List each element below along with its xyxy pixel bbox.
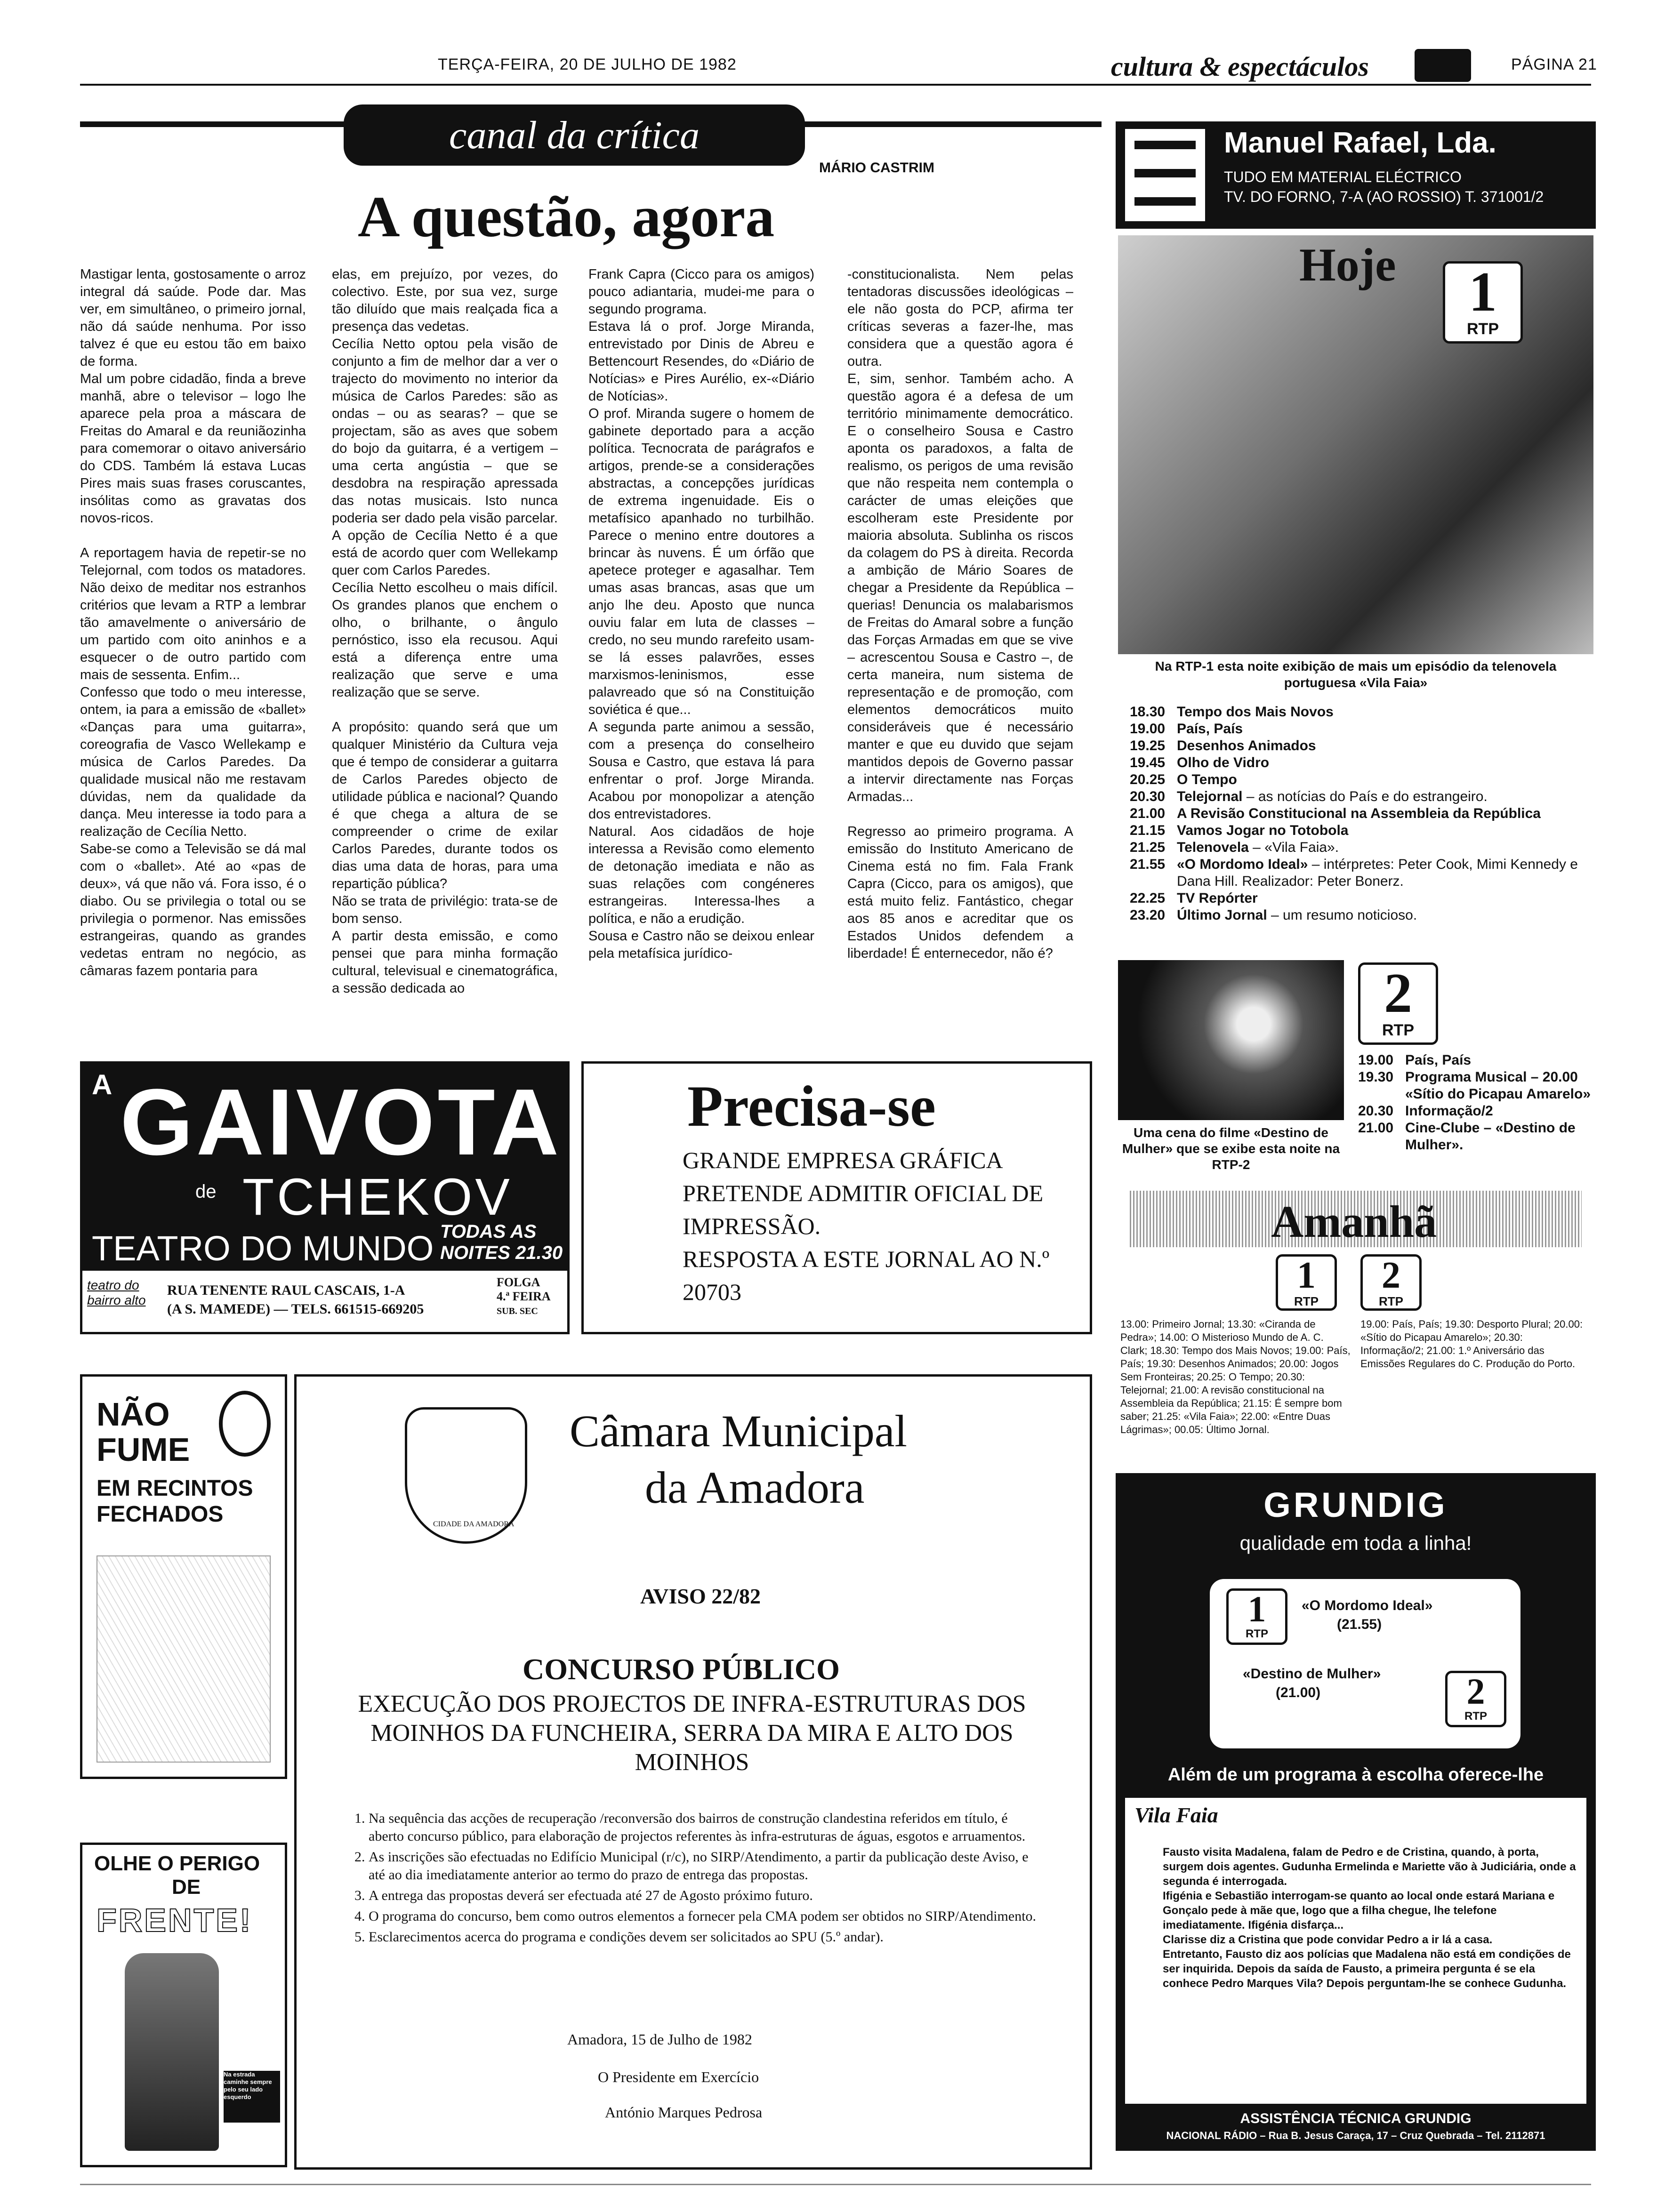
gaivota-theatre: TEATRO DO MUNDO: [92, 1229, 434, 1268]
rtp2-schedule: [1358, 1052, 1593, 1154]
rtp2-logo-icon: [1358, 962, 1438, 1045]
grundig-address: NACIONAL RÁDIO – Rua B. Jesus Caraça, 17 – Cruz Quebrada – Tel. 2112871: [1166, 2130, 1545, 2141]
manuel-line2: TV. DO FORNO, 7-A (AO ROSSIO) T. 371001/2: [1224, 188, 1544, 205]
gaivota-a: A: [92, 1069, 113, 1100]
schedule-row: 22.25 TV Repórter: [1130, 890, 1258, 906]
gaivota-noites: NOITES 21.30: [440, 1242, 563, 1263]
gas-mask-icon: [219, 1391, 271, 1457]
today-caption: Na RTP-1 esta noite exibição de mais um episódio da telenovela portuguesa «Vila Faia»: [1155, 659, 1557, 690]
camara-item: 4. O programa do concurso, bem como outros elementos a fornecer pela CMA podem ser obtidos no SIRP/Atendimento.: [369, 1907, 1043, 1925]
gaivota-banner: [82, 1064, 567, 1271]
camara-signer: António Marques Pedrosa: [605, 2104, 763, 2121]
gaivota-brand: teatro do bairro alto: [87, 1278, 146, 1307]
article-col-4: -constitucionalista. Nem pelas tentadoras discussões ideológicas – ele não gosta do PCP, afirma ter críticas severas a fazer-lhe, mas considera que a questão agora é outra. E, sim, senhor. Também acho. A questão agora é a defesa de um território minimamente democrático. E o conselheiro Sousa e Castro aponta os paradoxos, a falta de realismo, os perigos de uma revisão que não respeita nem contempla o carácter de umas eleições que escolheram este Presidente por maioria absoluta. Sublinha os riscos da colagem do PS à direita. Recorda a ambição de Mário Soares de chegar a Presidente da República – querias! Denuncia os malabarismos de Freitas do Amaral sobre a função das Forças Armadas em que se vive – acrescentou Sousa e Castro –, de certa maneira, num sistema de representação e de promoção, com elementos democráticos muito consideráveis que é necessário manter e que eu duvido que sejam mantidos depois de Governo passar a intervir directamente nas Forças Armadas... Regresso ao primeiro programa. A emissão do Instituto Americano de Cinema está no fim. Fala Frank Capra (Cicco, para os amigos), que está muito feliz. Fantástico, chegar aos 85 anos e acreditar que os Estados Unidos defendem a liberdade! É enternecedor, não é?: [847, 267, 1073, 961]
camara-president: O Presidente em Exercício: [598, 2068, 759, 2085]
rtp2-small-logo-icon: 2 RTP: [1360, 1254, 1422, 1311]
footer-rule: [80, 2184, 1591, 2185]
today-title: Hoje: [1299, 239, 1396, 291]
article-col-2: elas, em prejuízo, por vezes, do colectivo. Este, por sua vez, surge tão diluído que mais realçada fica a presença das vedetas. Cecília Netto optou pela visão de conjunto a fim de melhor dar a ver o trajecto do movimento no interior da música de Carlos Paredes: são as ondas – ou as searas? – que se projectam, são as aves que sobem do bojo da guitarra, é a vertigem – uma certa angústia – que se desdobra na respiração apressada das notas musicais. Isto nunca poderia ser dado pela visão parcelar. A opção de Cecília Netto é a que está de acordo quer com Wellekamp quer com Carlos Paredes. Cecília Netto escolheu o mais difícil. Os grandes planos que enchem o olho, o brilhante, o ângulo pernóstico, isso ela recusou. Aqui está a diferença entre uma realização que serve e uma realização que se serve. A propósito: quando será que um qualquer Ministério da Cultura veja que é tempo de considerar a guitarra de Carlos Paredes objecto de utilidade pública e nacional? Quando é que chega a altura de se compreender o crime de exilar Carlos Paredes, durante todos os dias uma data de horas, para uma repartição pública? Não se trata de privilégio: trata-se de bom senso. A partir desta emissão, e como pensei que para minha formação cultural, televisual e cinematográfica, a sessão dedicada ao: [332, 267, 558, 996]
rtp1-schedule: [1130, 704, 1591, 924]
ad-gaivota: [80, 1061, 570, 1334]
nao-fume-l2: FUME: [97, 1431, 190, 1468]
grundig-rtp2-icon: 2 RTP: [1445, 1671, 1506, 1727]
rtp1-label: RTP: [1467, 320, 1499, 338]
schedule-row: 19.25 Desenhos Animados: [1130, 738, 1316, 753]
tomorrow-rtp1: 13.00: Primeiro Jornal; 13.30: «Ciranda de Pedra»; 14.00: O Misterioso Mundo de A. C. Clark; 18.30: Tempo dos Mais Novos; 19.00: País, País; 19.30: Desenhos Animados; 20.00: Jogos Sem Fronteiras; 20.25: O Tempo; 20.30: Telejornal; 21.00: A revisão constitucional na Assembleia da República; 21.15: É sempre bom saber; 21.25: «Vila Faia»; 22.00: «Entre Duas Lágrimas»; 00.05: Último Jornal.: [1120, 1318, 1351, 1435]
schedule-row: 21.55 «O Mordomo Ideal» – intérpretes: Peter Cook, Mimi Kennedy e Dana Hill. Realizador: Peter Bonerz.: [1130, 857, 1578, 889]
camara-item: 3. A entrega das propostas deverá ser efectuada até 27 de Agosto próximo futuro.: [369, 1887, 1043, 1905]
ad-olhe-perigo: [80, 1843, 287, 2167]
grundig-rtp1-icon: 1 RTP: [1226, 1588, 1287, 1645]
gaivota-folga: FOLGA: [497, 1275, 540, 1289]
gaivota-de: de: [195, 1181, 217, 1202]
manuel-name: Manuel Rafael, Lda.: [1224, 127, 1496, 159]
schedule-row: 19.00 País, País: [1358, 1052, 1472, 1068]
camara-place-date: Amadora, 15 de Julho de 1982: [567, 2031, 752, 2048]
article-col-3: Frank Capra (Cicco para os amigos) pouco adiantaria, mudei-me para o segundo programa. Estava lá o prof. Jorge Miranda, entrevistado por Dinis de Abreu e Bettencourt Resendes, do «Diário de Notícias» e Pires Aurélio, ex-«Diário de Notícias». O prof. Miranda sugere o homem de gabinete deportado para a acção política. Tecnocrata de parágrafos e artigos, prende-se a considerações abstractas, a concepções jurídicas de extrema ingenuidade. Eis o metafísico apanhado no turbilhão. Parece o menino entre doutores a brincar às nuvens. É um órfão que apetece proteger e agasalhar. Tem umas asas brancas, asas que um anjo lhe deu. Aposto que nunca ouviu falar em luta de classes – credo, no seu mundo rarefeito usam-se lá esses palavrões, esses marxismos-leninismos, esse palavreado que só na Constituição soviética é que... A segunda parte animou a sessão, com a presença do conselheiro Sousa e Castro, que estava lá para enfrentar o prof. Jorge Miranda. Acabou por monopolizar a atenção dos entrevistadores. Natural. Aos cidadãos de hoje interessa a Revisão como elemento de detonação imediata e não as suas relações com congéneres estrangeiras. Interessa-lhes a política, e não a erudição. Sousa e Castro não se deixou enlear pela metafísica jurídico-: [588, 267, 814, 961]
gaivota-title: GAIVOTA: [120, 1070, 562, 1175]
ad-manuel-rafael: [1116, 121, 1596, 229]
nao-fume-l3: EM RECINTOS: [97, 1476, 253, 1501]
precisa-title: Precisa-se: [687, 1074, 936, 1138]
camara-name1: Câmara Municipal: [570, 1406, 908, 1456]
rtp1-small-logo-icon: 1 RTP: [1276, 1254, 1337, 1311]
precisa-body: GRANDE EMPRESA GRÁFICA PRETENDE ADMITIR OFICIAL DE IMPRESSÃO.: [683, 1147, 1044, 1239]
grundig-time1: (21.55): [1337, 1617, 1382, 1632]
camara-aviso: AVISO 22/82: [640, 1584, 761, 1608]
precisa-reply: RESPOSTA A ESTE JORNAL AO N.º 20703: [683, 1246, 1050, 1305]
section-logo-icon: [1415, 49, 1471, 82]
camara-concurso: CONCURSO PÚBLICO: [523, 1652, 840, 1686]
grundig-vila: Vila Faia: [1134, 1803, 1218, 1827]
gaivota-feira: 4.ª FEIRA: [497, 1290, 551, 1303]
camara-subtitle: EXECUÇÃO DOS PROJECTOS DE INFRA-ESTRUTURAS DOS MOINHOS DA FUNCHEIRA, SERRA DA MIRA E ALTO DOS MOINHOS: [358, 1691, 1026, 1776]
schedule-row: 23.20 Último Jornal – um resumo noticioso.: [1130, 907, 1417, 923]
schedule-row: 20.25 O Tempo: [1130, 772, 1237, 787]
article-title: A questão, agora: [358, 184, 775, 249]
column-logo-text: canal da crítica: [449, 113, 700, 157]
schedule-row: 19.30 Programa Musical – 20.00 «Sítio do Picapau Amarelo»: [1358, 1069, 1591, 1102]
schedule-row: 21.00 Cine-Clube – «Destino de Mulher».: [1358, 1120, 1576, 1153]
schedule-row: 18.30 Tempo dos Mais Novos: [1130, 704, 1334, 720]
ad-precisa-se: [581, 1061, 1092, 1334]
smokers-drawing-icon: [97, 1555, 271, 1763]
grundig-offer: Além de um programa à escolha oferece-lhe: [1167, 1765, 1544, 1785]
schedule-row: 19.45 Olho de Vidro: [1130, 755, 1270, 770]
film-caption: Uma cena do filme «Destino de Mulher» que se exibe esta noite na RTP-2: [1122, 1125, 1340, 1172]
nao-fume-l4: FECHADOS: [97, 1502, 224, 1527]
perigo-l1: OLHE O PERIGO: [94, 1852, 260, 1875]
ad-camara-amadora: [294, 1374, 1092, 2170]
schedule-row: 20.30 Informação/2: [1358, 1103, 1493, 1119]
rtp1-number: 1: [1469, 260, 1497, 323]
tomorrow-title: Amanhã: [1271, 1196, 1437, 1247]
schedule-row: 21.25 Telenovela – «Vila Faia».: [1130, 840, 1339, 855]
column-author: MÁRIO CASTRIM: [819, 160, 934, 176]
grundig-time2: (21.00): [1276, 1685, 1321, 1700]
section-title: cultura & espectáculos: [1111, 51, 1369, 82]
schedule-row: 21.00 A Revisão Constitucional na Assembleia da República: [1130, 806, 1541, 821]
grundig-prog2: «Destino de Mulher»: [1243, 1666, 1381, 1682]
grundig-assist: ASSISTÊNCIA TÉCNICA GRUNDIG: [1240, 2111, 1472, 2126]
gaivota-author: TCHEKOV: [242, 1168, 513, 1226]
ad-nao-fume: [80, 1374, 287, 1779]
gaivota-address: RUA TENENTE RAUL CASCAIS, 1-A: [167, 1282, 405, 1298]
schedule-row: 21.15 Vamos Jogar no Totobola: [1130, 823, 1349, 838]
schedule-row: 19.00 País, País: [1130, 721, 1243, 737]
amadora-seal-text: CIDADE DA AMADORA: [433, 1520, 515, 1528]
pedestrian-drawing-icon: [125, 1953, 219, 2151]
grundig-brand: GRUNDIG: [1263, 1485, 1448, 1524]
schedule-row: 20.30 Telejornal – as notícias do País e do estrangeiro.: [1130, 789, 1488, 804]
rtp2-label: RTP: [1382, 1021, 1414, 1039]
gaivota-sub: SUB. SEC: [497, 1306, 538, 1316]
rtp2-number: 2: [1384, 962, 1412, 1024]
ad-grundig: [1116, 1473, 1596, 2151]
perigo-small: Na estrada caminhe sempre pelo seu lado esquerdo: [224, 2071, 272, 2100]
manuel-line1: TUDO EM MATERIAL ELÉCTRICO: [1224, 168, 1462, 185]
nao-fume-l1: NÃO: [97, 1396, 170, 1433]
camara-item: 1. Na sequência das acções de recuperação /reconversão dos bairros de construção clandestina referidos em título, é aberto concurso público, para elaboração de projectos referentes às infra-estruturas de águas, esgotos e arruamentos.: [369, 1810, 1043, 1845]
page-number: PÁGINA 21: [1511, 56, 1597, 73]
header-date: TERÇA-FEIRA, 20 DE JULHO DE 1982: [438, 56, 737, 73]
camara-item: 2. As inscrições são efectuadas no Edifício Municipal (r/c), no SIRP/Atendimento, a partir da publicação deste Aviso, e até ao dia imediatamente anterior ao termo do prazo de entrega das propostas.: [369, 1848, 1043, 1884]
header-rule: [80, 84, 1591, 86]
gaivota-todas: TODAS AS: [440, 1221, 537, 1242]
destino-film-photo: [1118, 960, 1344, 1120]
camara-name2: da Amadora: [645, 1462, 865, 1513]
manuel-logo-icon: [1125, 129, 1205, 221]
grundig-prog1: «O Mordomo Ideal»: [1302, 1598, 1433, 1613]
article-col-1: Mastigar lenta, gostosamente o arroz integral dá saúde. Pode dar. Mas ver, em simultâneo, o primeiro jornal, não dá saúde nenhuma. Por isso talvez é que eu estou tão em baixo de forma. Mal um pobre cidadão, finda a breve manhã, abre o televisor – logo lhe aparece pela proa a máscara de Freitas do Amaral e da reuniãozinha para comemorar o oitavo aniversário do CDS. Também lá estava Lucas Pires mais suas frases coruscantes, insólitas como as gravatas dos novos-ricos. A reportagem havia de repetir-se no Telejornal, com todos os matadores. Não deixo de meditar nos estranhos critérios que levam a RTP a lembrar tão amavelmente o aniversário de um partido com oito aninhos e a esquecer o de outro partido com mais de sessenta. Enfim... Confesso que todo o meu interesse, ontem, ia para a emissão de «ballet» «Danças para uma guitarra», coreografia de Vasco Wellekamp e música de Carlos Paredes. Da qualidade musical não me restavam dúvidas, nem da qualidade da dança. Meu interesse ia todo para a realização de Cecília Netto. Sabe-se como a Televisão se dá mal com o «ballet». Até ao «pas de deux», vá que não vá. Fora isso, é o diabo. Ou se privilegia o total ou se privilegia o pormenor. Nas emissões estrangeiras, quando as grandes vedetas entram no negócio, as câmaras fazem pontaria para: [80, 267, 306, 978]
grundig-story: Fausto visita Madalena, falam de Pedro e de Cristina, quando, à porta, surgem dois agentes. Gudunha Ermelinda e Mariette vão à Judiciária, onde a segunda é interrogada. Ifigénia e Sebastião interrogam-se quanto ao local onde estará Mariana e Gonçalo pede à mãe que, logo que a filha chegue, lhe telefone imediatamente. Ifigénia disfarça... Clarisse diz a Cristina que pode convidar Pedro a ir lá a casa. Entretanto, Fausto diz aos polícias que Madalena não está em condições de ser inquirida. Depois da saída de Fausto, a primeira pergunta é se ela conhece Pedro Marques Vila? Depois perguntam-lhe se conhece Gudunha.: [1163, 1846, 1576, 1990]
perigo-l2: DE: [172, 1875, 201, 1899]
column-logo: [344, 104, 805, 166]
grundig-slogan: qualidade em toda a linha!: [1239, 1532, 1472, 1554]
rtp1-logo-icon: [1443, 261, 1523, 344]
gaivota-phones: (A S. MAMEDE) — TELS. 661515-669205: [167, 1301, 424, 1317]
camara-item: 5. Esclarecimentos acerca do programa e condições devem ser solicitados ao SPU (5.º andar).: [369, 1928, 1043, 1946]
tomorrow-rtp2: 19.00: País, País; 19.30: Desporto Plural; 20.00: «Sítio do Picapau Amarelo»; 20.30: Informação/2; 21.00: 1.º Aniversário das Emissões Regulares do C. Produção do Porto.: [1360, 1318, 1583, 1370]
camara-items: [346, 1810, 1043, 1949]
perigo-l3: FRENTE!: [97, 1902, 253, 1939]
